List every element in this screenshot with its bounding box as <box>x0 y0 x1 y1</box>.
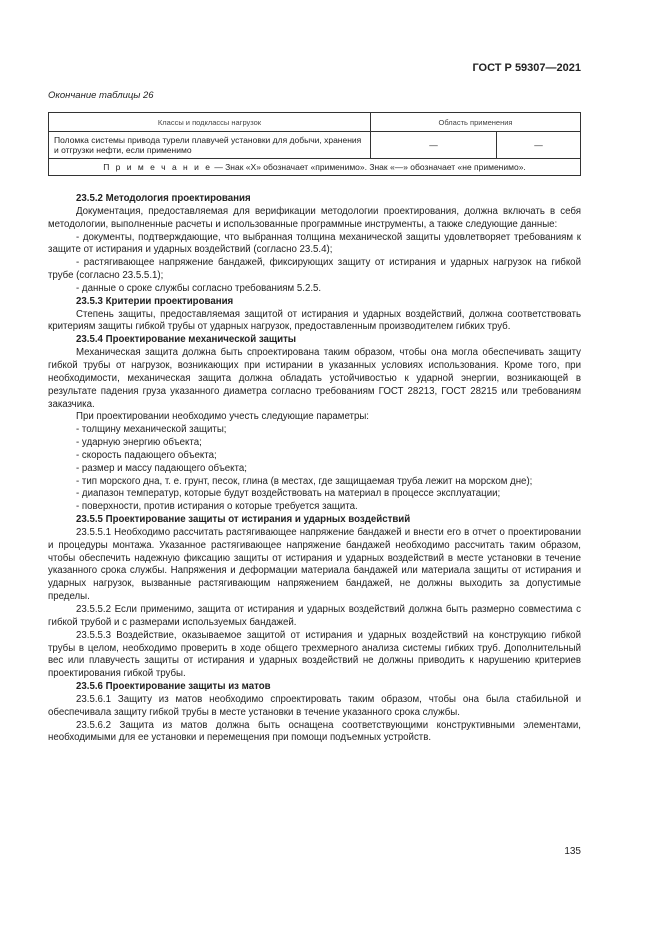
section-heading: 23.5.6 Проектирование защиты из матов <box>76 681 271 693</box>
paragraph: Механическая защита должна быть спроектирована таким образом, чтобы она могла обеспечивать защиту гибкой трубы от нагрузок, возникающих при истирании в указанных условиях использования. Кроме того, при необходимости, механическая защита должна обладать устойчивостью к ударной энергии, возникающей в результате падения груза указанного диаметра согласно требованиям ГОСТ 28213, ГОСТ 28215 или требованиям заказчика. <box>48 347 581 410</box>
paragraph: - растягивающее напряжение бандажей, фиксирующих защиту от истирания и ударных нагрузок на гибкой трубе (согласно 23.5.5.1); <box>48 257 581 282</box>
paragraph: - толщину механической защиты; <box>76 424 227 436</box>
paragraph: 23.5.6.1 Защиту из матов необходимо спроектировать таким образом, чтобы она была стабильной и обеспечивала защиту гибкой трубы в месте установки в течение указанного срока службы. <box>48 693 581 718</box>
note-text: — Знак «Х» обозначает «применимо». Знак «—» обозначает «не применимо». <box>211 162 526 172</box>
paragraph: При проектировании необходимо учесть следующие параметры: <box>76 411 369 423</box>
standard-header: ГОСТ Р 59307—2021 <box>472 62 581 74</box>
table-cell-dash: — <box>371 132 497 159</box>
paragraph: 23.5.5.2 Если применимо, защита от истирания и ударных воздействий должна быть размерно совместима с гибкой трубой и с размерами используемых бандажей. <box>48 604 581 628</box>
note-label: П р и м е ч а н и е <box>103 162 212 172</box>
table-header-load-classes: Классы и подклассы нагрузок <box>49 113 371 132</box>
table-cell-load: Поломка системы привода турели плавучей установки для добычи, хранения и отгрузки нефти, если применимо <box>49 132 371 159</box>
table-caption: Окончание таблицы 26 <box>48 90 154 101</box>
body-text <box>48 193 581 745</box>
paragraph: 23.5.5.1 Необходимо рассчитать растягивающее напряжение бандажей и внести его в отчет о проектировании и процедуры монтажа. Указанное растягивающее напряжение бандажей необходимо рассчитать таким образом, чтобы обеспечить надежную фиксацию защиты от истирания и ударных воздействий в месте установки в течение указанного срока службы. Напряжения и деформации материала бандажей или материала защиты от истирания и ударных нагрузок, вызванные растягивающим напряжением бандажей, не должны выходить за допустимые пределы. <box>48 526 581 603</box>
paragraph: - тип морского дна, т. е. грунт, песок, глина (в местах, где защищаемая труба лежит на морском дне); <box>76 475 533 487</box>
table-note <box>49 159 581 176</box>
paragraph: 23.5.5.3 Воздействие, оказываемое защитой от истирания и ударных воздействий на конструкцию гибкой трубы в целом, необходимо проверить в ходе общего трехмерного анализа системы гибких труб. Дополнительный вес или плавучесть защиты от истирания и ударных воздействий не должны приводить к нарушению критериев проектирования гибкой трубы. <box>48 629 581 680</box>
section-heading: 23.5.4 Проектирование механической защиты <box>76 334 297 346</box>
paragraph: Степень защиты, предоставляемая защитой от истирания и ударных воздействий, должна соответствовать критериям защиты гибкой трубы от ударных нагрузок, предоставленным производителем гибких труб. <box>48 308 581 333</box>
paragraph: 23.5.6.2 Защита из матов должна быть оснащена соответствующими конструктивными элементами, необходимыми для ее установки и перемещения при помощи подъемных устройств. <box>48 719 581 744</box>
paragraph: - поверхности, против истирания о которые требуется защита. <box>76 501 358 513</box>
paragraph: - ударную энергию объекта; <box>76 437 202 449</box>
paragraph: - данные о сроке службы согласно требованиям 5.2.5. <box>76 282 322 294</box>
page-number: 135 <box>564 846 581 857</box>
section-heading: 23.5.5 Проектирование защиты от истирания и ударных воздействий <box>76 514 411 526</box>
paragraph: - размер и массу падающего объекта; <box>76 462 247 474</box>
paragraph: - диапазон температур, которые будут воздействовать на материал в процессе эксплуатации; <box>76 488 501 500</box>
section-heading: 23.5.3 Критерии проектирования <box>76 295 234 307</box>
section-heading: 23.5.2 Методология проектирования <box>76 193 251 204</box>
table-cell-dash: — <box>497 132 581 159</box>
paragraph: - документы, подтверждающие, что выбранная толщина механической защиты удовлетворяет требованиям к защите от истирания и ударных воздействий (согласно 23.5.4); <box>48 231 581 256</box>
table-26 <box>48 112 581 176</box>
table-header-scope: Область применения <box>371 113 581 132</box>
paragraph: - скорость падающего объекта; <box>76 449 217 461</box>
paragraph: Документация, предоставляемая для верификации методологии проектирования, должна включать в себя методологии, выполненные расчеты и использованные программные инструменты, а также следующие данные: <box>48 205 581 230</box>
